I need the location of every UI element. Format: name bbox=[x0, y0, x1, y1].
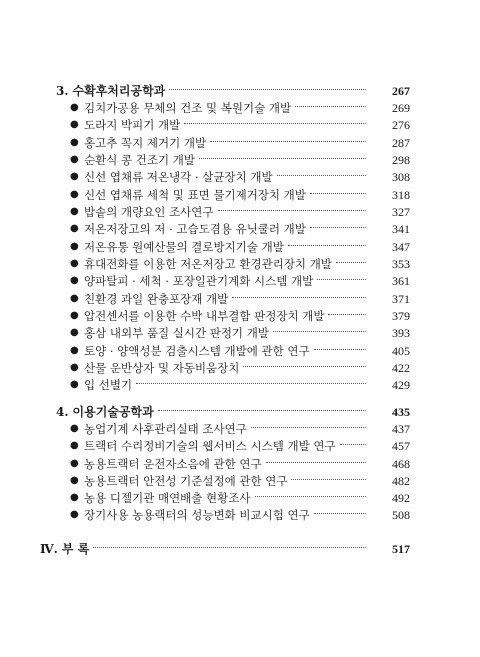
toc-item[interactable] bbox=[70, 455, 410, 473]
bullet-icon: ● bbox=[70, 189, 79, 200]
toc-item[interactable] bbox=[70, 489, 410, 507]
dot-leader bbox=[310, 193, 366, 194]
bullet-icon: ● bbox=[70, 362, 79, 373]
item-label: 양파탈피 · 세척 · 포장일관기계화 시스템 개발 bbox=[84, 274, 314, 288]
bullet-icon: ● bbox=[70, 154, 79, 165]
page-number: 327 bbox=[392, 205, 410, 219]
bullet-icon: ● bbox=[70, 241, 79, 252]
page-number: 405 bbox=[392, 344, 410, 358]
item-label: 장기사용 농용랙터의 성능변화 비교시험 연구 bbox=[84, 508, 310, 522]
item-label: 신선 엽채류 저온냉각 · 살균장치 개발 bbox=[84, 170, 273, 184]
dot-leader bbox=[184, 123, 366, 124]
dot-leader bbox=[314, 349, 366, 350]
toc-section-4[interactable] bbox=[56, 403, 410, 421]
toc-item[interactable] bbox=[70, 116, 410, 134]
page-number: 371 bbox=[392, 292, 410, 306]
dot-leader bbox=[136, 383, 366, 384]
bullet-icon: ● bbox=[70, 492, 79, 503]
dot-leader bbox=[328, 314, 366, 315]
section-number: 4. bbox=[56, 405, 69, 419]
toc-item[interactable] bbox=[70, 255, 410, 273]
item-label: 농용 디젤기관 매연배출 현황조사 bbox=[84, 491, 251, 505]
bullet-icon: ● bbox=[70, 423, 79, 434]
toc-item[interactable] bbox=[70, 238, 410, 256]
page-number: 287 bbox=[392, 136, 410, 150]
bullet-icon: ● bbox=[70, 102, 79, 113]
item-label: 도라지 박피기 개발 bbox=[84, 118, 181, 132]
dot-leader bbox=[336, 262, 366, 263]
dot-leader bbox=[277, 175, 366, 176]
page-number: 353 bbox=[392, 257, 410, 271]
page-number: 435 bbox=[392, 405, 410, 419]
dot-leader bbox=[295, 106, 366, 107]
dot-leader bbox=[288, 245, 366, 246]
page-number: 269 bbox=[392, 101, 410, 115]
page-number: 361 bbox=[392, 274, 410, 288]
page-number: 393 bbox=[392, 326, 410, 340]
toc-section-3[interactable] bbox=[56, 82, 410, 100]
bullet-icon: ● bbox=[70, 379, 79, 390]
page-number: 422 bbox=[392, 361, 410, 375]
dot-leader bbox=[158, 410, 366, 411]
bullet-icon: ● bbox=[70, 137, 79, 148]
bullet-icon: ● bbox=[70, 171, 79, 182]
page-number: 468 bbox=[392, 457, 410, 471]
dot-leader bbox=[266, 462, 366, 463]
item-label: 저온저장고의 저 · 고습도겸용 유닛쿨러 개발 bbox=[84, 222, 306, 236]
toc-item[interactable] bbox=[70, 420, 410, 438]
dot-leader bbox=[210, 141, 366, 142]
dot-leader bbox=[243, 366, 366, 367]
toc-item[interactable] bbox=[70, 151, 410, 169]
item-label: 산물 운반상자 및 자동비움장치 bbox=[84, 361, 240, 375]
toc-item[interactable] bbox=[70, 134, 410, 152]
dot-leader bbox=[310, 227, 366, 228]
page-number: 276 bbox=[392, 118, 410, 132]
dot-leader bbox=[255, 496, 367, 497]
page-number: 482 bbox=[392, 474, 410, 488]
page-number: 347 bbox=[392, 240, 410, 254]
item-label: 입 선별기 bbox=[84, 378, 133, 392]
dot-leader bbox=[317, 279, 366, 280]
dot-leader bbox=[291, 479, 366, 480]
item-label: 휴대전화를 이용한 저온저장고 환경관리장치 개발 bbox=[84, 257, 332, 271]
bullet-icon: ● bbox=[70, 345, 79, 356]
toc-item[interactable] bbox=[70, 220, 410, 238]
page-number: 457 bbox=[392, 439, 410, 453]
toc-item[interactable] bbox=[70, 342, 410, 360]
item-label: 친환경 과일 완충포장재 개발 bbox=[84, 292, 229, 306]
page-number: 379 bbox=[392, 309, 410, 323]
toc-item[interactable] bbox=[70, 203, 410, 221]
bullet-icon: ● bbox=[70, 119, 79, 130]
toc-item[interactable] bbox=[70, 472, 410, 490]
toc-item[interactable] bbox=[70, 506, 410, 524]
page-number: 341 bbox=[392, 222, 410, 236]
bullet-icon: ● bbox=[70, 275, 79, 286]
dot-leader bbox=[232, 297, 366, 298]
bullet-icon: ● bbox=[70, 293, 79, 304]
bullet-icon: ● bbox=[70, 223, 79, 234]
toc-item[interactable] bbox=[70, 186, 410, 204]
dot-leader bbox=[93, 547, 366, 548]
toc-appendix[interactable] bbox=[40, 540, 410, 558]
dot-leader bbox=[218, 210, 366, 211]
section-title: 이용기술공학과 bbox=[72, 405, 154, 419]
bullet-icon: ● bbox=[70, 327, 79, 338]
toc-item[interactable] bbox=[70, 168, 410, 186]
section-number: 3. bbox=[56, 84, 69, 98]
bullet-icon: ● bbox=[70, 206, 79, 217]
item-label: 토양 · 양액성분 검출시스템 개발에 관한 연구 bbox=[84, 344, 310, 358]
toc-item[interactable] bbox=[70, 272, 410, 290]
bullet-icon: ● bbox=[70, 509, 79, 520]
bullet-icon: ● bbox=[70, 310, 79, 321]
toc-item[interactable] bbox=[70, 324, 410, 342]
page-number: 267 bbox=[392, 84, 410, 98]
appendix-label: Ⅳ. 부 록 bbox=[40, 542, 90, 556]
page-number: 429 bbox=[392, 378, 410, 392]
page-number: 508 bbox=[392, 508, 410, 522]
item-label: 농용트랙터 운전자소음에 관한 연구 bbox=[84, 457, 262, 471]
dot-leader bbox=[273, 331, 366, 332]
item-label: 홍삼 내외부 품질 실시간 판정기 개발 bbox=[84, 326, 269, 340]
dot-leader bbox=[169, 89, 366, 90]
dot-leader bbox=[340, 444, 366, 445]
page-number: 308 bbox=[392, 170, 410, 184]
toc-item[interactable] bbox=[70, 99, 410, 117]
item-label: 순환식 콩 건조기 개발 bbox=[84, 153, 195, 167]
dot-leader bbox=[251, 427, 366, 428]
toc-item[interactable] bbox=[70, 359, 410, 377]
bullet-icon: ● bbox=[70, 458, 79, 469]
item-label: 홍고추 꼭지 제거기 개발 bbox=[84, 136, 207, 150]
toc-item[interactable] bbox=[70, 290, 410, 308]
item-label: 농용트랙터 안전성 기준설정에 관한 연구 bbox=[84, 474, 288, 488]
toc-item[interactable] bbox=[70, 376, 410, 394]
item-label: 김치가공용 무체의 건조 및 복원기술 개발 bbox=[84, 101, 292, 115]
page-number: 437 bbox=[392, 422, 410, 436]
page-number: 298 bbox=[392, 153, 410, 167]
bullet-icon: ● bbox=[70, 475, 79, 486]
item-label: 저온유통 원예산물의 결로방지기술 개발 bbox=[84, 240, 284, 254]
item-label: 농업기계 사후관리실태 조사연구 bbox=[84, 422, 247, 436]
item-label: 밥솥의 개량요인 조사연구 bbox=[84, 205, 214, 219]
bullet-icon: ● bbox=[70, 258, 79, 269]
dot-leader bbox=[314, 513, 366, 514]
toc-item[interactable] bbox=[70, 437, 410, 455]
dot-leader bbox=[199, 158, 366, 159]
page-number: 318 bbox=[392, 188, 410, 202]
page-number: 492 bbox=[392, 491, 410, 505]
page-number: 517 bbox=[392, 542, 410, 556]
item-label: 압전센서를 이용한 수박 내부결함 판정장치 개발 bbox=[84, 309, 325, 323]
section-title: 수확후처리공학과 bbox=[72, 84, 166, 98]
bullet-icon: ● bbox=[70, 440, 79, 451]
toc-item[interactable] bbox=[70, 307, 410, 325]
item-label: 신선 엽채류 세척 및 표면 물기제거장치 개발 bbox=[84, 188, 306, 202]
item-label: 트랙터 수리정비기술의 웹서비스 시스템 개발 연구 bbox=[84, 439, 336, 453]
